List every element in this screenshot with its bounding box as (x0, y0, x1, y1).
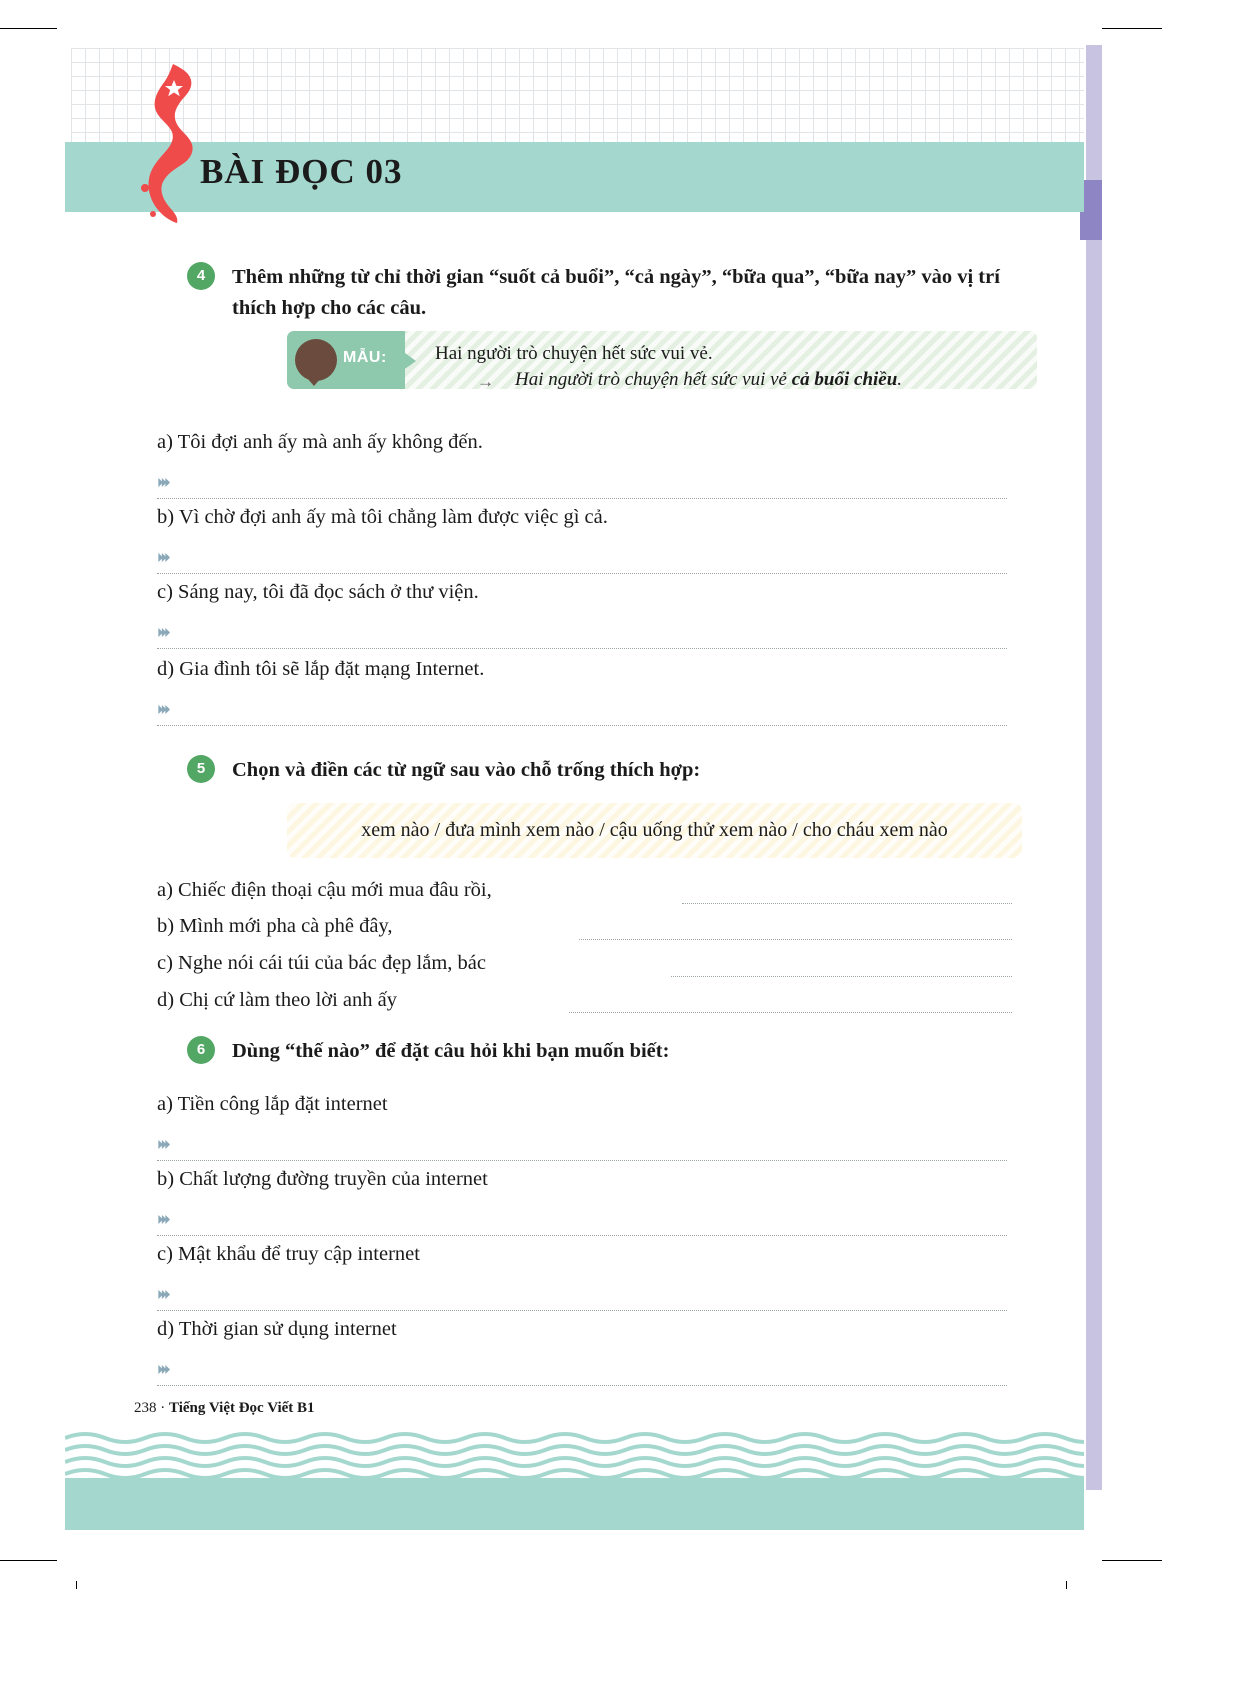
footer-page-number: 238 · (134, 1400, 169, 1416)
question-4d: d) Gia đình tôi sẽ lắp đặt mạng Internet. (157, 658, 485, 680)
answer-arrow-icon: ⏵⏵⏵ (157, 1212, 168, 1227)
sample-sentence-original: Hai người trò chuyện hết sức vui vẻ. (435, 343, 713, 364)
footer-book-title: Tiếng Việt Đọc Viết B1 (169, 1400, 315, 1416)
answer-arrow-icon: ⏵⏵⏵ (157, 625, 168, 640)
crop-mark-bottom-left-h (0, 1560, 57, 1561)
answer-dotted-line[interactable] (157, 1385, 1007, 1386)
answer-row-4c[interactable] (157, 623, 1007, 649)
answer-row-4d[interactable] (157, 700, 1007, 726)
answer-dotted-line-5d[interactable] (569, 1012, 1012, 1013)
footer-band (65, 1478, 1084, 1530)
word-bank-box (287, 803, 1022, 858)
answer-arrow-icon: ⏵⏵⏵ (157, 1137, 168, 1152)
question-5b: b) Mình mới pha cà phê đây, (157, 915, 393, 937)
sample-answer-bold: cả buổi chiều (791, 369, 898, 390)
crop-mark-top-right-h (1102, 28, 1162, 29)
exercise-number-badge: 6 (187, 1036, 215, 1064)
answer-arrow-icon: ⏵⏵⏵ (157, 1362, 168, 1377)
answer-arrow-icon: ⏵⏵⏵ (157, 475, 168, 490)
answer-dotted-line[interactable] (157, 498, 1007, 499)
answer-dotted-line[interactable] (157, 573, 1007, 574)
answer-dotted-line[interactable] (157, 1160, 1007, 1161)
answer-arrow-icon: ⏵⏵⏵ (157, 702, 168, 717)
answer-row-6c[interactable] (157, 1285, 1007, 1311)
sample-box (287, 331, 1037, 389)
crop-mark-top-left-h (0, 28, 57, 29)
answer-dotted-line[interactable] (157, 1310, 1007, 1311)
question-5a: a) Chiếc điện thoại cậu mới mua đâu rồi, (157, 879, 492, 901)
question-5c: c) Nghe nói cái túi của bác đẹp lắm, bác (157, 952, 486, 974)
page-title: BÀI ĐỌC 03 (200, 152, 403, 191)
answer-row-6a[interactable] (157, 1135, 1007, 1161)
exercise-title: Chọn và điền các từ ngữ sau vào chỗ trống thích hợp: (232, 759, 701, 781)
page-footer (134, 1400, 315, 1417)
exercise-number-badge: 4 (187, 262, 215, 290)
sample-avatar-icon (295, 339, 337, 381)
question-4a: a) Tôi đợi anh ấy mà anh ấy không đến. (157, 431, 483, 453)
exercise-content (57, 0, 1102, 1581)
answer-row-4b[interactable] (157, 548, 1007, 574)
question-6c: c) Mật khẩu để truy cập internet (157, 1243, 420, 1265)
word-bank-text: xem nào / đưa mình xem nào / cậu uống thử xem nào / cho cháu xem nào (361, 819, 948, 841)
exercise-title: Dùng “thế nào” để đặt câu hỏi khi bạn muốn biết: (232, 1040, 670, 1062)
answer-row-6b[interactable] (157, 1210, 1007, 1236)
exercise-title: Thêm những từ chỉ thời gian “suốt cả buổi”, “cả ngày”, “bữa qua”, “bữa nay” vào vị trí thích hợp cho các câu. (232, 266, 1000, 319)
question-4b: b) Vì chờ đợi anh ấy mà tôi chẳng làm được việc gì cả. (157, 506, 608, 528)
question-6a: a) Tiền công lắp đặt internet (157, 1093, 388, 1115)
answer-dotted-line-5c[interactable] (671, 976, 1012, 977)
answer-row-6d[interactable] (157, 1360, 1007, 1386)
exercise-number-badge: 5 (187, 755, 215, 783)
sample-label-bubble (287, 331, 405, 389)
answer-dotted-line-5b[interactable] (579, 939, 1012, 940)
sample-sentence-answer (515, 369, 902, 391)
sample-label: MẪU: (343, 349, 387, 366)
question-5d: d) Chị cứ làm theo lời anh ấy (157, 989, 397, 1011)
sample-answer-plain: Hai người trò chuyện hết sức vui vẻ (515, 369, 792, 390)
answer-dotted-line[interactable] (157, 725, 1007, 726)
textbook-page (57, 0, 1102, 1581)
sample-arrow-icon: → (477, 372, 494, 391)
answer-dotted-line[interactable] (157, 1235, 1007, 1236)
question-6d: d) Thời gian sử dụng internet (157, 1318, 397, 1340)
answer-dotted-line[interactable] (157, 648, 1007, 649)
answer-arrow-icon: ⏵⏵⏵ (157, 550, 168, 565)
answer-row-4a[interactable] (157, 473, 1007, 499)
question-4c: c) Sáng nay, tôi đã đọc sách ở thư viện. (157, 581, 479, 603)
sample-answer-end: . (897, 369, 903, 390)
crop-mark-bottom-right-h (1102, 1560, 1162, 1561)
answer-arrow-icon: ⏵⏵⏵ (157, 1287, 168, 1302)
question-6b: b) Chất lượng đường truyền của internet (157, 1168, 488, 1190)
answer-dotted-line-5a[interactable] (682, 903, 1012, 904)
